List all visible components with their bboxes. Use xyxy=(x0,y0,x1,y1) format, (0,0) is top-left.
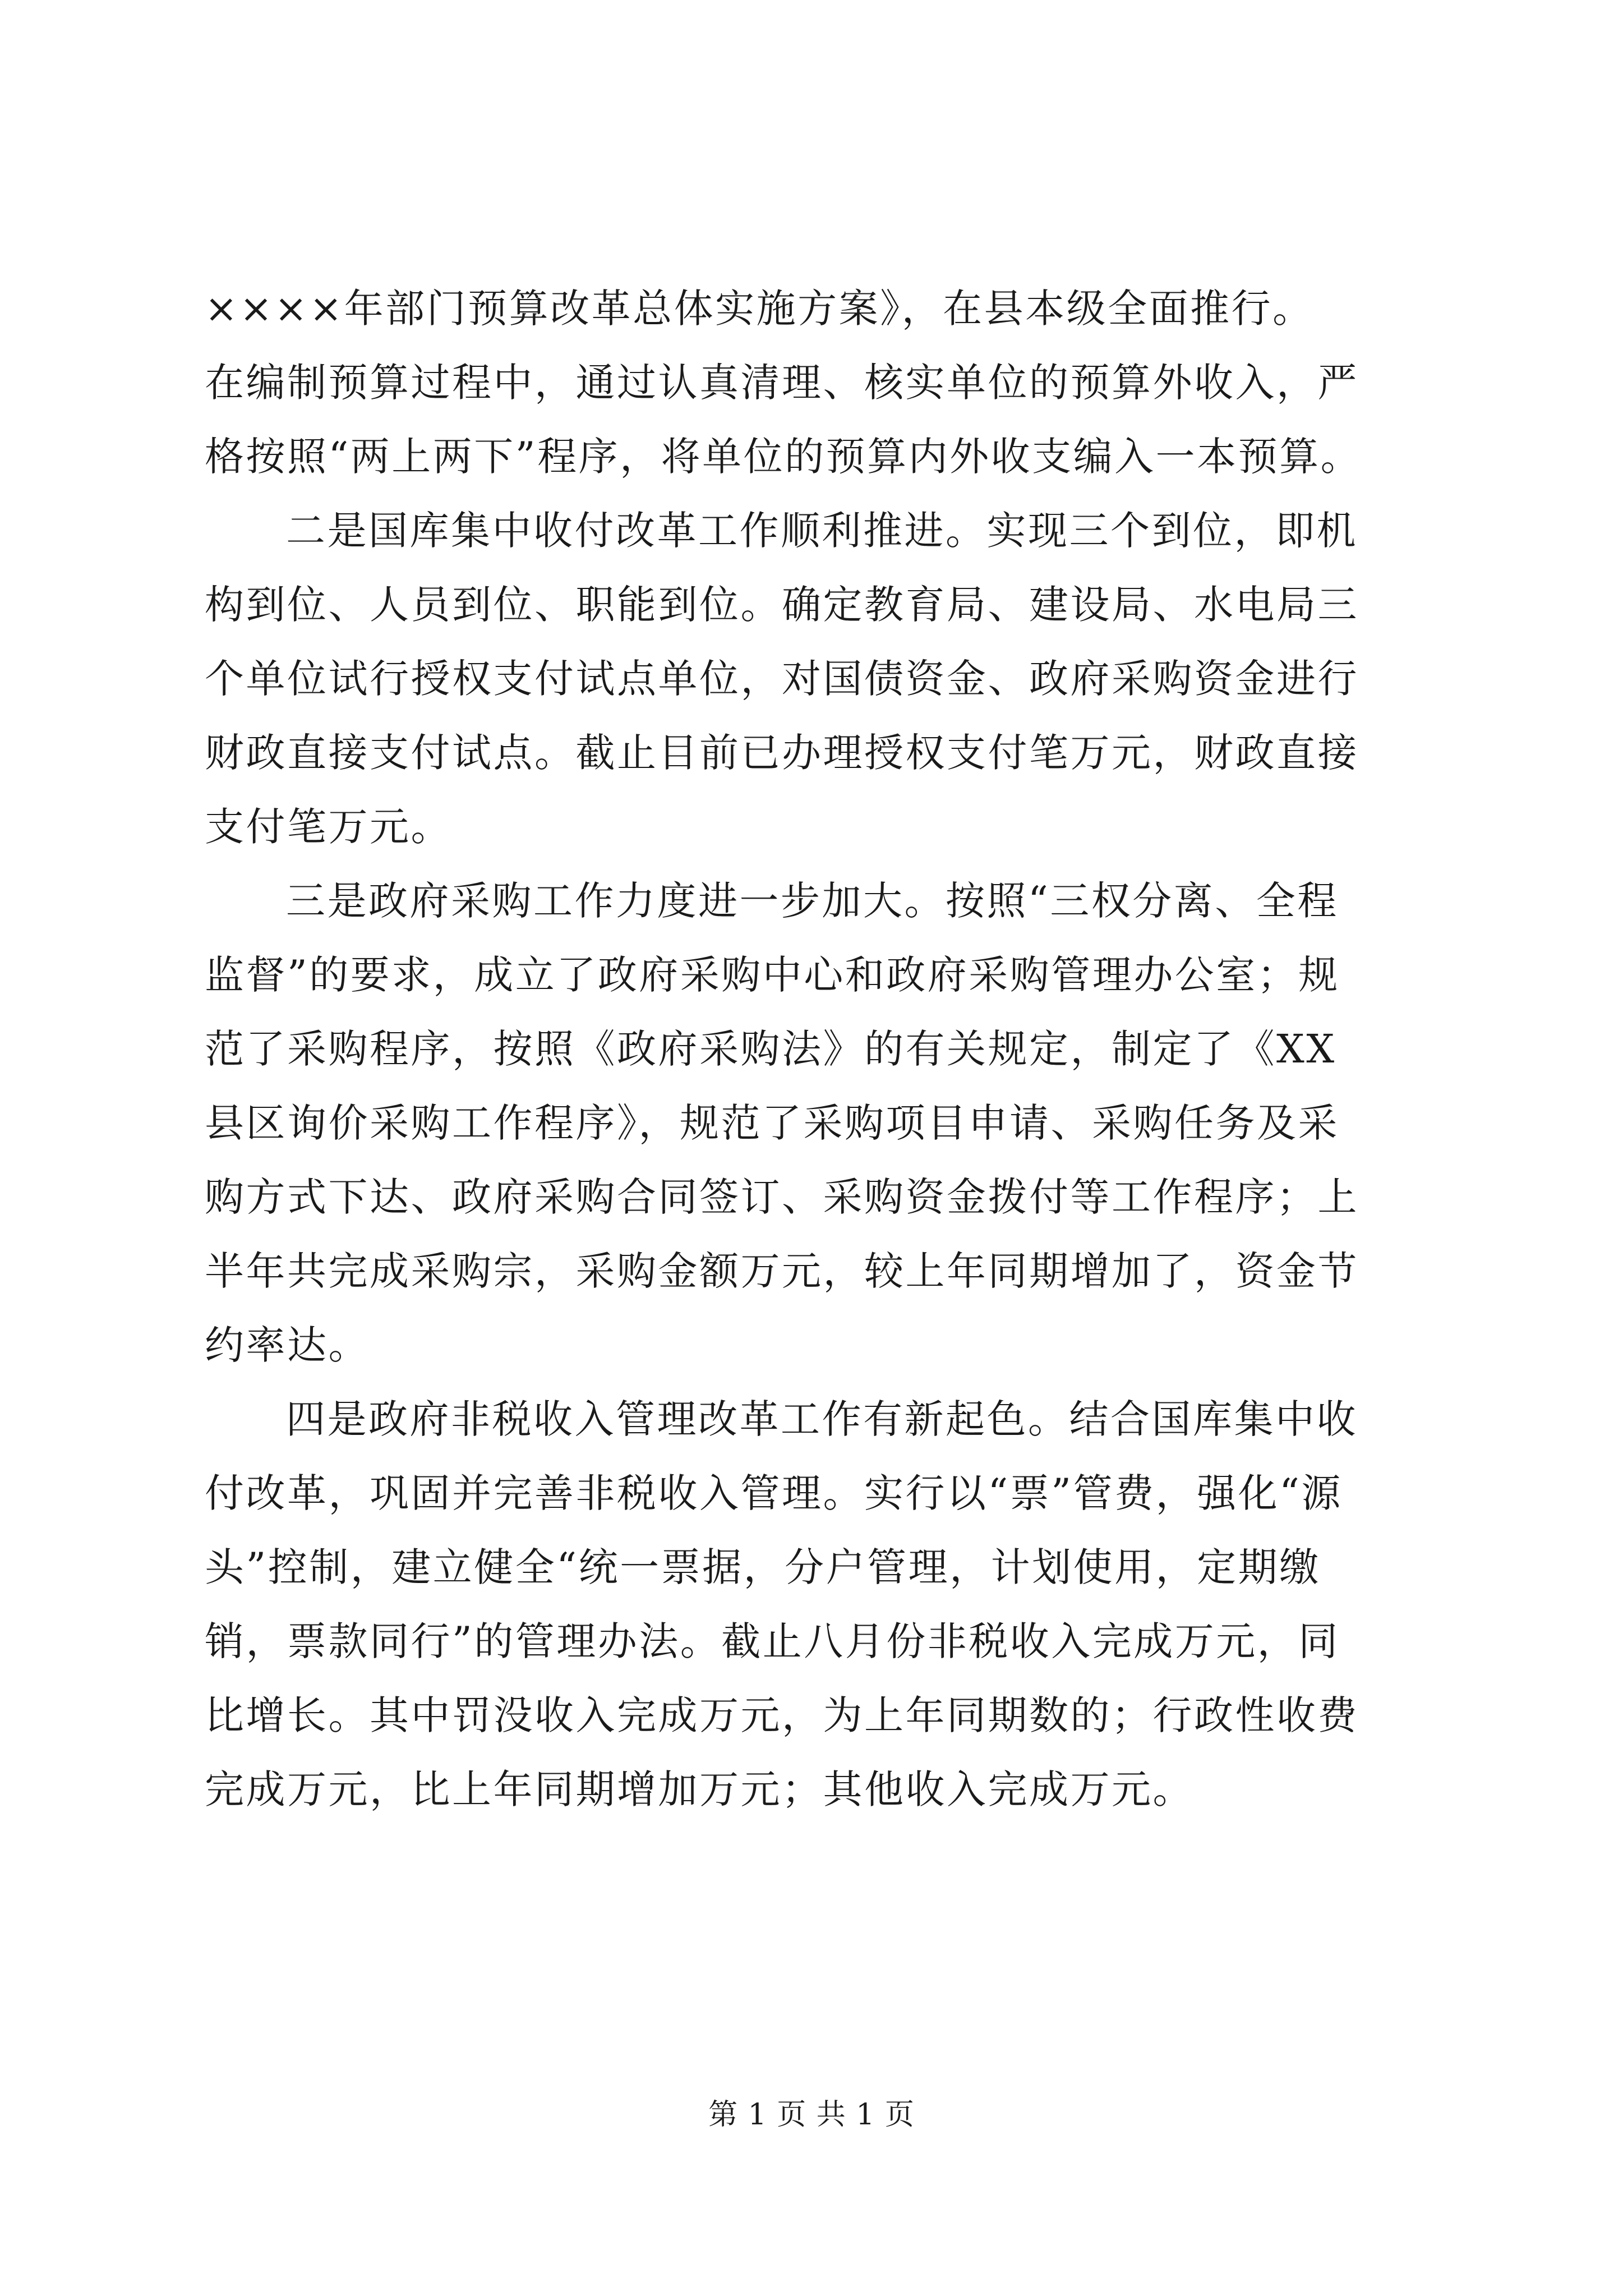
text-line: 约率达。 xyxy=(205,1322,370,1368)
text-line: 头”控制，建立健全“统一票据，分户管理，计划使用，定期缴 xyxy=(205,1544,1321,1590)
text-line: 县区询价采购工作程序》，规范了采购项目申请、采购任务及采 xyxy=(205,1100,1339,1146)
text-line: 四是政府非税收入管理改革工作有新起色。结合国库集中收 xyxy=(286,1396,1358,1442)
text-line: 在编制预算过程中，通过认真清理、核实单位的预算外收入，严 xyxy=(205,360,1359,406)
text-line: 财政直接支付试点。截止目前已办理授权支付笔万元，财政直接 xyxy=(205,730,1359,776)
text-line: 构到位、人员到位、职能到位。确定教育局、建设局、水电局三 xyxy=(205,582,1359,628)
text-line: 支付笔万元。 xyxy=(205,804,452,850)
text-line: 比增长。其中罚没收入完成万元，为上年同期数的；行政性收费 xyxy=(205,1692,1359,1738)
page-number-footer: 第 1 页 共 1 页 xyxy=(708,2098,915,2132)
text-line: 范了采购程序，按照《政府采购法》的有关规定，制定了《XX xyxy=(205,1026,1336,1072)
text-line: 付改革，巩固并完善非税收入管理。实行以“票”管费，强化“源 xyxy=(205,1470,1343,1516)
text-line: 半年共完成采购宗，采购金额万元，较上年同期增加了，资金节 xyxy=(205,1248,1359,1294)
text-line: 个单位试行授权支付试点单位，对国债资金、政府采购资金进行 xyxy=(205,656,1359,702)
text-line: 购方式下达、政府采购合同签订、采购资金拨付等工作程序；上 xyxy=(205,1174,1359,1220)
text-line: 三是政府采购工作力度进一步加大。按照“三权分离、全程 xyxy=(286,878,1339,924)
text-line: 格按照“两上两下”程序，将单位的预算内外收支编入一本预算。 xyxy=(205,434,1362,480)
text-line: 监督”的要求，成立了政府采购中心和政府采购管理办公室；规 xyxy=(205,952,1340,998)
text-line: 销，票款同行”的管理办法。截止八月份非税收入完成万元，同 xyxy=(205,1618,1340,1664)
text-line: 完成万元，比上年同期增加万元；其他收入完成万元。 xyxy=(205,1766,1194,1812)
text-line: ××××年部门预算改革总体实施方案》，在县本级全面推行。 xyxy=(205,286,1314,332)
text-line: 二是国库集中收付改革工作顺利推进。实现三个到位，即机 xyxy=(286,508,1358,554)
